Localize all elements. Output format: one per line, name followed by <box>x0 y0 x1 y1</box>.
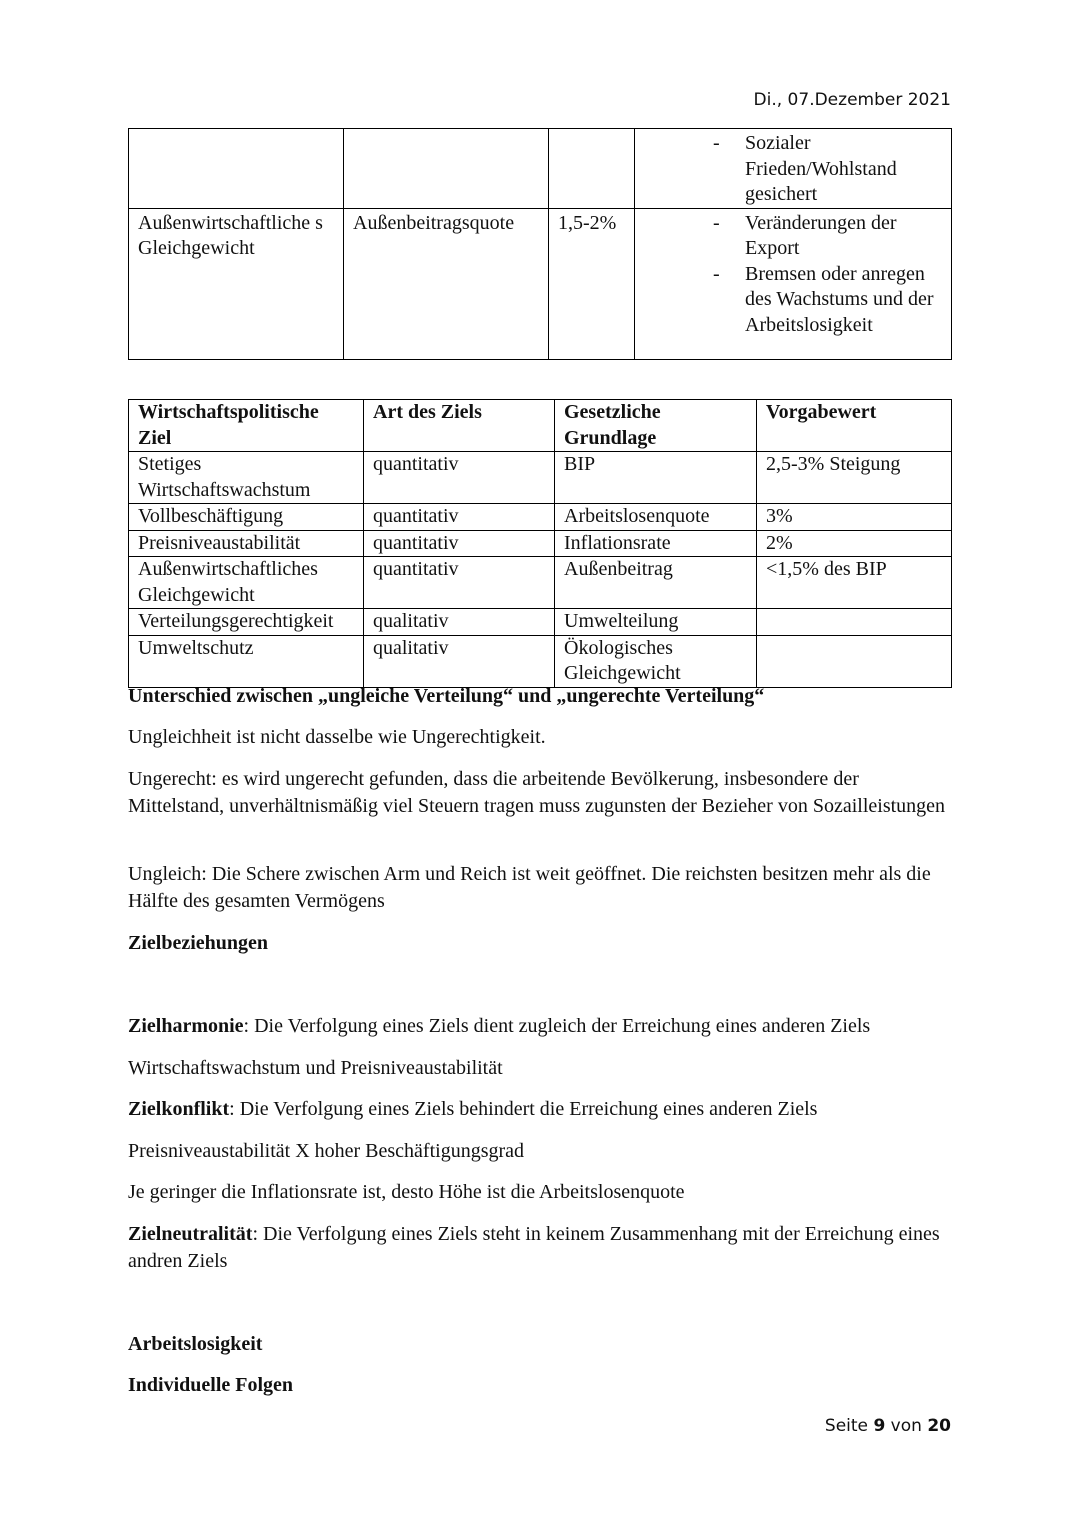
table-cell: quantitativ <box>364 504 555 531</box>
term: Zielneutralität <box>128 1223 253 1245</box>
table-cell: <1,5% des BIP <box>757 557 952 609</box>
paragraph: Ungerecht: es wird ungerecht gefunden, dass die arbeitende Bevölkerung, insbesondere der Mittelstand, unverhältnismäßig viel Steuern tragen muss zugunsten der Bezieher von Sozailleistungen <box>128 768 946 817</box>
term: Zielharmonie <box>128 1015 244 1037</box>
table-cell: qualitativ <box>364 635 555 687</box>
page-number <box>825 1416 951 1436</box>
table-row <box>129 635 952 687</box>
table-cell <box>549 129 635 209</box>
column-header: Wirtschaftspolitische Ziel <box>129 400 364 452</box>
table-cell: 2% <box>757 530 952 557</box>
column-header: Vorgabewert <box>757 400 952 452</box>
economic-goals-table <box>128 399 952 688</box>
bullet-list <box>635 211 942 339</box>
column-header: Gesetzliche Grundlage <box>555 400 757 452</box>
table-cell: Preisniveaustabilität <box>129 530 364 557</box>
bullet-list <box>635 131 942 208</box>
example: Wirtschaftswachstum und Preisniveaustabilität <box>128 1057 503 1079</box>
definition-zielharmonie <box>128 1013 958 1040</box>
term: Zielkonflikt <box>128 1098 230 1120</box>
definition-text: : Die Verfolgung eines Ziels dient zugleich der Erreichung eines anderen Ziels <box>243 1015 871 1037</box>
footer-separator: von <box>885 1416 928 1436</box>
table-cell <box>635 129 952 209</box>
paragraph: Ungleichheit ist nicht dasselbe wie Ungerechtigkeit. <box>128 726 546 748</box>
table-cell: Stetiges Wirtschaftswachstum <box>129 452 364 504</box>
table-cell: quantitativ <box>364 530 555 557</box>
table-cell: quantitativ <box>364 452 555 504</box>
column-header: Art des Ziels <box>364 400 555 452</box>
heading-arbeitslosigkeit: Arbeitslosigkeit <box>128 1333 263 1355</box>
table-cell: Ökologisches Gleichgewicht <box>555 635 757 687</box>
table-cell: 1,5-2% <box>549 208 635 359</box>
heading-unterschied: Unterschied zwischen „ungleiche Verteilung“ und „ungerechte Verteilung“ <box>128 685 765 707</box>
definition-zielkonflikt <box>128 1096 958 1123</box>
table-cell <box>757 635 952 687</box>
table-row <box>129 504 952 531</box>
heading-zielbeziehungen: Zielbeziehungen <box>128 932 269 954</box>
total-pages: 20 <box>927 1416 951 1436</box>
example: Je geringer die Inflationsrate ist, desto Höhe ist die Arbeitslosenquote <box>128 1181 685 1203</box>
table-row <box>129 557 952 609</box>
table-cell: BIP <box>555 452 757 504</box>
table-cell: Außenbeitragsquote <box>344 208 549 359</box>
list-item: - Sozialer Frieden/Wohlstand gesichert <box>745 131 942 208</box>
table-row <box>129 530 952 557</box>
table-cell: Inflationsrate <box>555 530 757 557</box>
table-cell: quantitativ <box>364 557 555 609</box>
table-cell: Außenwirtschaftliches Gleichgewicht <box>129 557 364 609</box>
table-cell: Außenbeitrag <box>555 557 757 609</box>
table-row <box>129 208 952 359</box>
definition-zielneutralitaet <box>128 1221 958 1275</box>
table-cell: qualitativ <box>364 609 555 636</box>
table-cell <box>344 129 549 209</box>
definition-text: : Die Verfolgung eines Ziels behindert die Erreichung eines anderen Ziels <box>229 1098 818 1120</box>
example: Preisniveaustabilität X hoher Beschäftigungsgrad <box>128 1140 525 1162</box>
paragraph: Ungleich: Die Schere zwischen Arm und Reich ist weit geöffnet. Die reichsten besitzen mehr als die Hälfte des gesamten Vermögens <box>128 863 931 912</box>
table-cell: Vollbeschäftigung <box>129 504 364 531</box>
table-cell <box>635 208 952 359</box>
table-cell: Verteilungsgerechtigkeit <box>129 609 364 636</box>
table-cell <box>129 129 344 209</box>
table-cell <box>757 609 952 636</box>
table-row <box>129 129 952 209</box>
table-cell: 3% <box>757 504 952 531</box>
current-page: 9 <box>873 1416 886 1436</box>
heading-individuelle-folgen: Individuelle Folgen <box>128 1374 294 1396</box>
table-cell: Umweltschutz <box>129 635 364 687</box>
table-header-row <box>129 400 952 452</box>
table-cell: Außenwirtschaftliche s Gleichgewicht <box>129 208 344 359</box>
list-item: - Veränderungen der Export <box>745 211 942 262</box>
definition-text: : Die Verfolgung eines Ziels steht in keinem Zusammenhang mit der Erreichung eines andren Ziels <box>128 1223 940 1272</box>
goals-table-continued <box>128 128 952 360</box>
table-row <box>129 609 952 636</box>
page-date: Di., 07.Dezember 2021 <box>753 90 951 110</box>
table-cell: Arbeitslosenquote <box>555 504 757 531</box>
list-item: - Bremsen oder anregen des Wachstums und der Arbeitslosigkeit <box>745 262 942 339</box>
table-row <box>129 452 952 504</box>
table-cell: Umwelteilung <box>555 609 757 636</box>
footer-prefix: Seite <box>824 1416 874 1436</box>
table-cell: 2,5-3% Steigung <box>757 452 952 504</box>
